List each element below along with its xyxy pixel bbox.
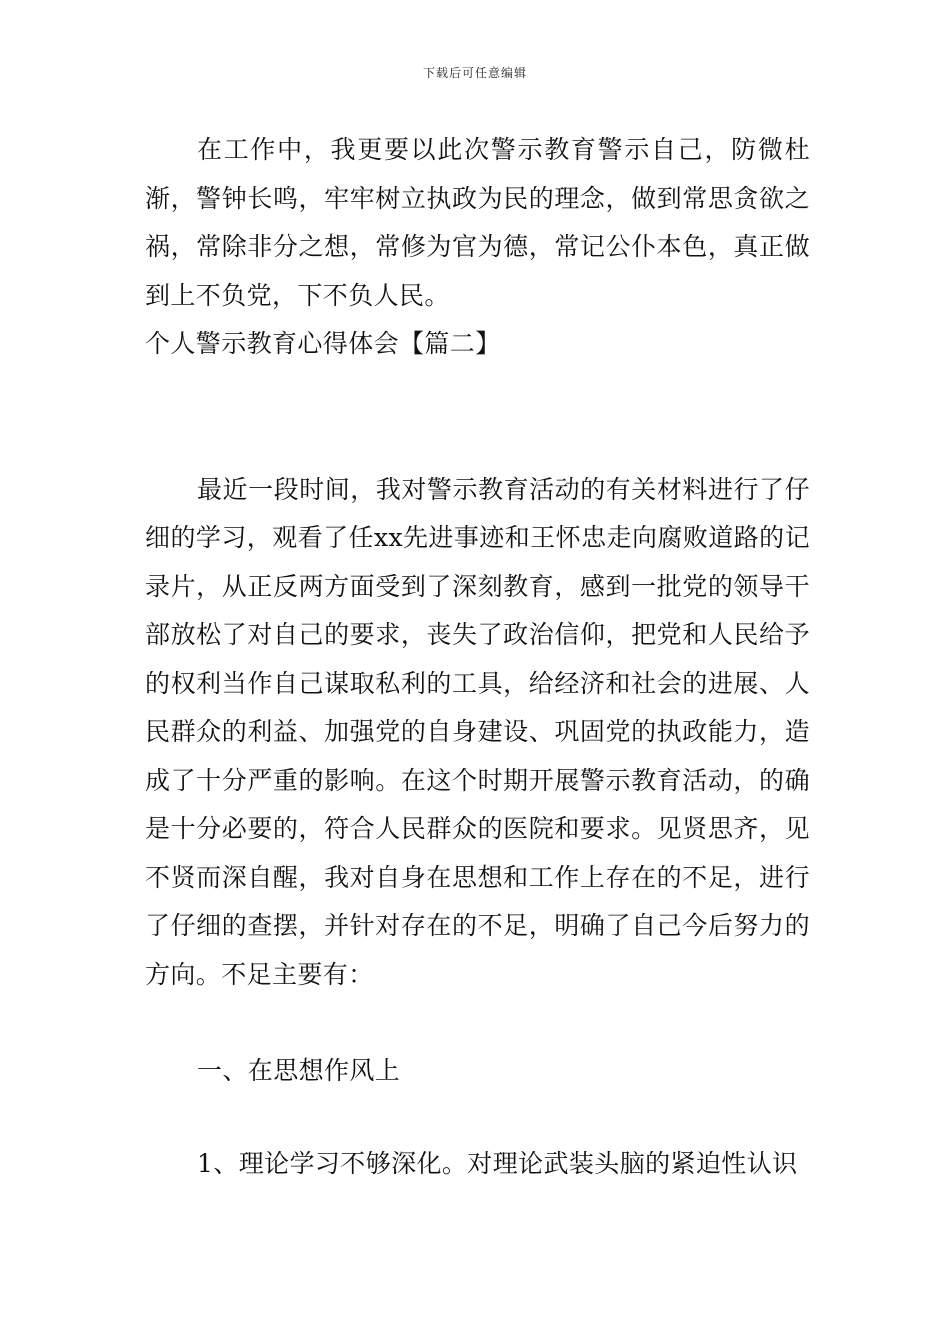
header-note: 下载后可任意编辑 [422,66,527,80]
spacer [145,369,810,466]
section-heading-2: 个人警示教育心得体会【篇二】 [145,329,501,358]
list-item-1: 1、理论学习不够深化。对理论武装头脑的紧迫性认识 [197,1148,798,1178]
spacer [145,999,810,1047]
subsection-heading-1: 一、在思想作风上 [197,1056,401,1085]
paragraph-1: 在工作中，我更要以此次警示教育警示自己，防微杜渐，警钟长鸣，牢牢树立执政为民的理念，做到常思贪欲之祸，常除非分之想，常修为官为德，常记公仆本色，真正做到上不负党，下不负人民。 [145,135,810,310]
paragraph-2: 最近一段时间，我对警示教育活动的有关材料进行了仔细的学习，观看了任xx先进事迹和王怀忠走向腐败道路的记录片，从正反两方面受到了深刻教育，感到一批党的领导干部放松了对自己的要求，丧失了政治信仰，把党和人民给予的权利当作自己谋取私利的工具，给经济和社会的进展、人民群众的利益、加强党的自身建设、巩固党的执政能力，造成了十分严重的影响。在这个时期开展警示教育活动，的确是十分必要的，符合人民群众的医院和要求。见贤思齐，见不贤而深自醒，我对自身在思想和工作上存在的不足，进行了仔细的查摆，并针对存在的不足，明确了自己今后努力的方向。不足主要有： [145,474,810,989]
document-body [145,126,810,1188]
spacer [145,1096,810,1140]
